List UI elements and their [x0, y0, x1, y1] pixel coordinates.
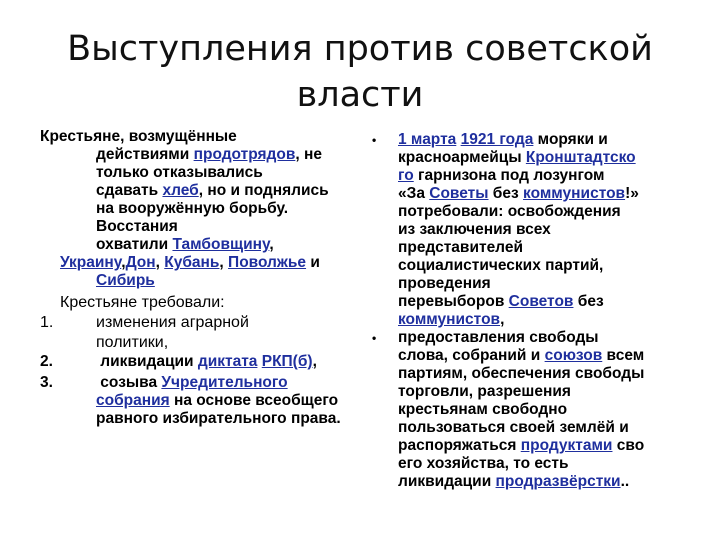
right-text-line	[398, 437, 702, 455]
text: Крестьяне, возмущённые	[40, 128, 237, 145]
bullet-icon: •	[372, 133, 377, 147]
text: охватили	[96, 236, 173, 253]
slide-title-line-2: власти	[296, 75, 424, 115]
right-text-line	[398, 293, 702, 311]
text: проведения	[398, 275, 491, 292]
right-text-line	[398, 275, 702, 293]
text: ,	[269, 236, 274, 253]
left-text-line	[40, 272, 375, 290]
left-text-line	[40, 292, 375, 313]
link-kuban[interactable]: Кубань	[164, 254, 220, 271]
link-sovety[interactable]: Советы	[429, 185, 489, 202]
right-text-line	[398, 131, 702, 149]
text: потребовали: освобождения	[398, 203, 621, 220]
list-number: 2.	[40, 353, 53, 370]
text: пользоваться своей землёй и	[398, 419, 629, 436]
left-text-line	[40, 164, 375, 182]
link-kommunistov[interactable]: коммунистов	[523, 185, 626, 202]
text: Крестьяне требовали:	[60, 294, 225, 311]
link-1-marta[interactable]: 1 марта	[398, 131, 457, 148]
list-item-3-cont	[40, 392, 375, 410]
link-don[interactable]: Дон	[125, 254, 156, 271]
right-text-line	[398, 311, 702, 329]
text: , но и поднялись	[198, 182, 329, 199]
text: ,	[312, 353, 317, 370]
text: !»	[625, 185, 639, 202]
right-text-line	[398, 347, 702, 365]
text: социалистических партий,	[398, 257, 604, 274]
left-text-line	[40, 200, 375, 218]
list-number: 3.	[40, 374, 53, 391]
text: политики,	[96, 334, 169, 351]
list-item-1	[40, 313, 375, 333]
text: всем	[602, 347, 645, 364]
right-text-line	[398, 455, 702, 473]
right-text-line	[398, 383, 702, 401]
list-item-1-cont	[40, 333, 375, 353]
right-text-line	[398, 221, 702, 239]
text: равного избирательного права.	[96, 410, 341, 427]
link-kronshtadtskogo-cont[interactable]: го	[398, 167, 414, 184]
right-text-line	[398, 185, 702, 203]
link-khleb[interactable]: хлеб	[162, 182, 199, 199]
text: «За	[398, 185, 430, 202]
text: слова, собраний и	[398, 347, 545, 364]
left-text-line	[40, 254, 375, 272]
text: созыва	[96, 374, 162, 391]
list-item-3-cont	[40, 410, 375, 428]
text: , не	[295, 146, 322, 163]
left-text-line	[40, 146, 375, 164]
link-diktat[interactable]: диктата	[197, 353, 258, 370]
link-prodotryady[interactable]: продотрядов	[193, 146, 296, 163]
left-text-line	[40, 182, 375, 200]
text: представителей	[398, 239, 523, 256]
link-ukraina[interactable]: Украину	[60, 254, 122, 271]
text: действиями	[96, 146, 194, 163]
text: без	[573, 293, 604, 310]
bullet-icon: •	[372, 331, 377, 345]
text: перевыборов	[398, 293, 509, 310]
text: из заключения всех	[398, 221, 551, 238]
right-text-line	[398, 329, 702, 347]
text: предоставления свободы	[398, 329, 599, 346]
text: ,	[121, 254, 126, 271]
right-text-line	[398, 203, 702, 221]
text: партиям, обеспечения свободы	[398, 365, 645, 382]
right-text-line	[398, 365, 702, 383]
text: изменения аграрной	[96, 314, 249, 331]
list-item-2	[40, 353, 375, 371]
right-text-line	[398, 419, 702, 437]
list-item-3	[40, 374, 375, 392]
text: ,	[500, 311, 505, 328]
slide-title-line-1: Выступления против советской	[67, 29, 653, 69]
right-column	[372, 131, 702, 491]
right-text-line	[398, 167, 702, 185]
text: ликвидации	[96, 353, 198, 370]
link-kommunistov-2[interactable]: коммунистов	[398, 311, 501, 328]
right-text-line	[398, 149, 702, 167]
text: его хозяйства, то есть	[398, 455, 569, 472]
left-text-line	[40, 218, 375, 236]
link-prodrazverstki[interactable]: продразвёрстки	[495, 473, 621, 490]
link-kronshtadtskogo[interactable]: Кронштадтско	[525, 149, 636, 166]
text: ,	[219, 254, 229, 271]
link-soyuzov[interactable]: союзов	[544, 347, 603, 364]
bullet-item-2	[372, 329, 702, 491]
list-number: 1.	[40, 314, 54, 331]
text: моряки и	[533, 131, 608, 148]
text: на вооружённую борьбу.	[96, 200, 289, 217]
text: распоряжаться	[398, 437, 521, 454]
text: ,	[155, 254, 165, 271]
link-uchreditelnogo[interactable]: Учредительного	[161, 374, 288, 391]
left-text-line	[40, 236, 375, 254]
text: ..	[620, 473, 630, 490]
link-rkpb[interactable]: РКП(б)	[261, 353, 313, 370]
text: гарнизона под лозунгом	[413, 167, 605, 184]
link-1921-goda[interactable]: 1921 года	[460, 131, 534, 148]
text: крестьянам свободно	[398, 401, 568, 418]
text: красноармейцы	[398, 149, 526, 166]
text: и	[306, 254, 320, 271]
link-produktami[interactable]: продуктами	[520, 437, 613, 454]
right-text-line	[398, 239, 702, 257]
text: сво	[612, 437, 645, 454]
right-text-line	[398, 473, 702, 491]
right-text-line	[398, 257, 702, 275]
link-sibir[interactable]: Сибирь	[96, 272, 155, 289]
link-sobraniya[interactable]: собрания	[96, 392, 170, 409]
link-tambovshchina[interactable]: Тамбовщину	[172, 236, 270, 253]
text: ликвидации	[398, 473, 496, 490]
text: только отказывались	[96, 164, 263, 181]
right-text-line	[398, 401, 702, 419]
text: Восстания	[96, 218, 178, 235]
text: сдавать	[96, 182, 163, 199]
text: на основе всеобщего	[169, 392, 339, 409]
text: без	[488, 185, 524, 202]
left-column	[40, 128, 375, 428]
text: торговли, разрешения	[398, 383, 571, 400]
slide-title	[60, 26, 660, 118]
link-sovetov[interactable]: Советов	[508, 293, 574, 310]
link-povolzhye[interactable]: Поволжье	[228, 254, 307, 271]
bullet-item-1	[372, 131, 702, 329]
left-text-line	[40, 128, 375, 146]
